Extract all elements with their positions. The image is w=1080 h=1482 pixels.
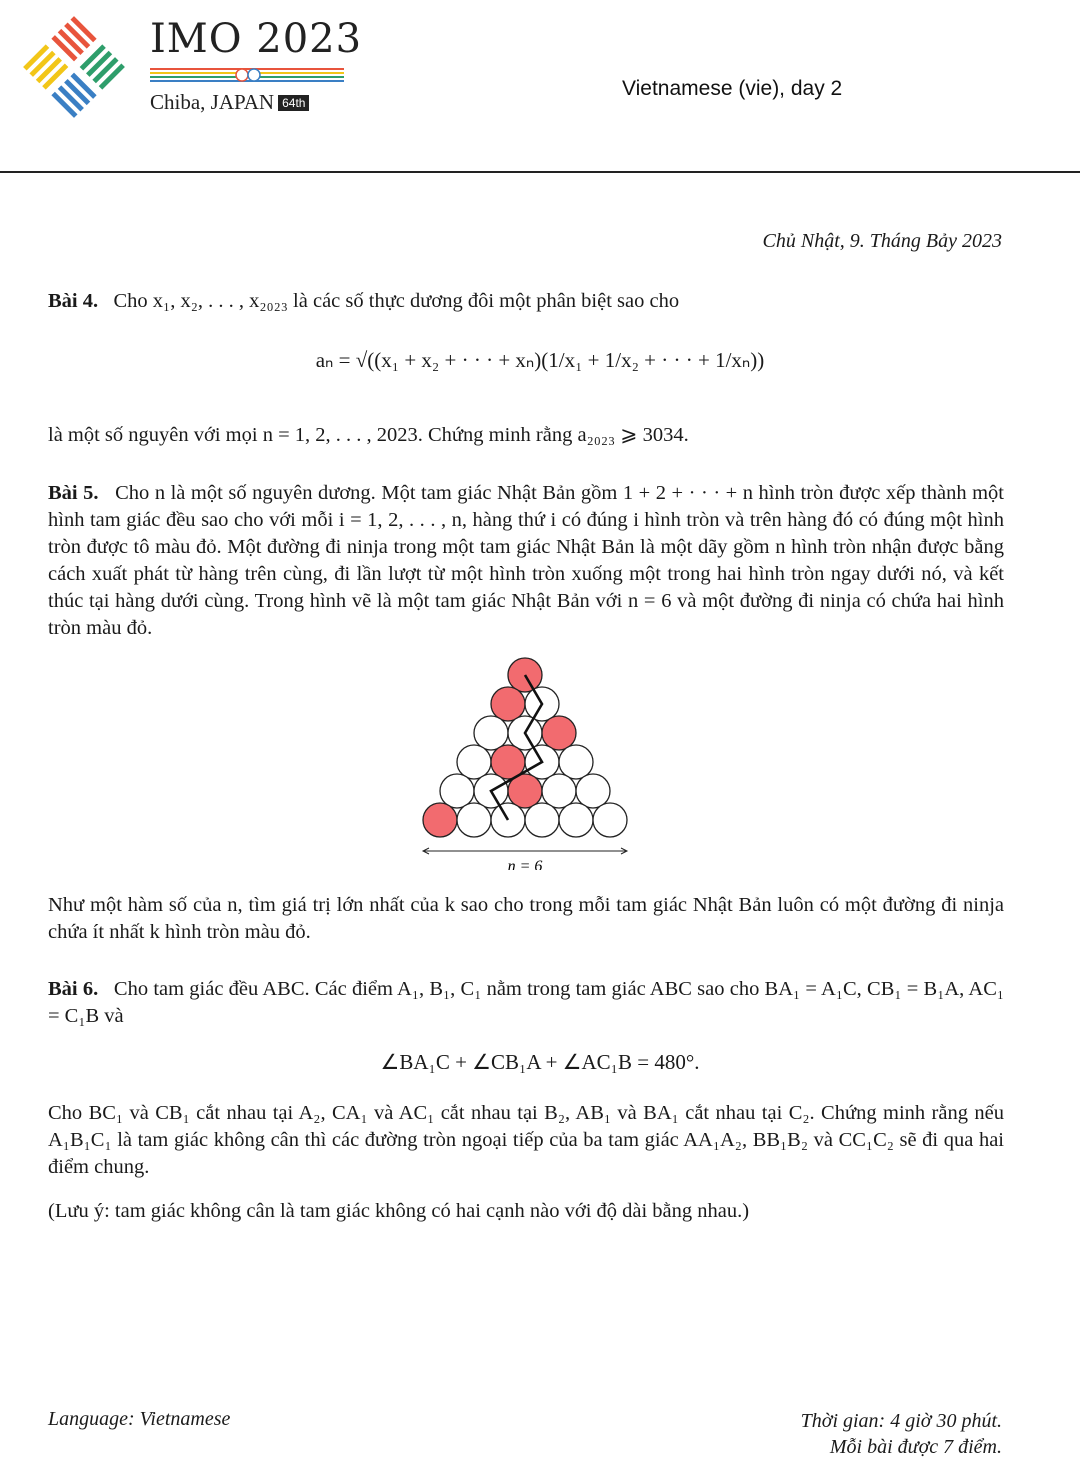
exam-date: Chủ Nhật, 9. Tháng Bảy 2023 bbox=[762, 230, 1002, 252]
white-circle bbox=[593, 803, 627, 837]
logo-city bbox=[150, 90, 309, 115]
japanese-triangle-figure bbox=[420, 655, 630, 870]
problem-6-intro bbox=[48, 976, 1004, 1030]
edition-badge: 64th bbox=[278, 95, 309, 111]
problem-5-body bbox=[48, 480, 1004, 642]
logo-ribbon-icon bbox=[150, 66, 344, 84]
language-day: Vietnamese (vie), day 2 bbox=[622, 77, 843, 100]
problem-6-equation: ∠BA₁C + ∠CB₁A + ∠AC₁B = 480°. bbox=[380, 1050, 700, 1074]
white-circle bbox=[457, 803, 491, 837]
city-text: Chiba, JAPAN bbox=[150, 90, 275, 114]
red-circle bbox=[491, 687, 525, 721]
problem-4-text1: Cho x₁, x₂, . . . , x₂₀₂₃ là các số thực dương đôi một phân biệt sao cho bbox=[113, 290, 680, 312]
problem-6-note: (Lưu ý: tam giác không cân là tam giác không có hai cạnh nào với độ dài bằng nhau.) bbox=[48, 1200, 750, 1222]
page-header bbox=[0, 0, 1080, 172]
white-circle bbox=[559, 745, 593, 779]
red-circle bbox=[423, 803, 457, 837]
footer-language: Language: Vietnamese bbox=[48, 1408, 231, 1430]
imo-logo-icon bbox=[14, 10, 134, 125]
footer-time: Thời gian: 4 giờ 30 phút. bbox=[800, 1410, 1002, 1432]
logo-title: IMO 2023 bbox=[150, 16, 363, 62]
problem-6-text1: Cho tam giác đều ABC. Các điểm A₁, B₁, C₁ nằm trong tam giác ABC sao cho BA₁ = A₁C, CB₁ = B₁A, AC₁ = C₁B và bbox=[48, 978, 1005, 1027]
white-circle bbox=[440, 774, 474, 808]
problem-5-text: Cho n là một số nguyên dương. Một tam giác Nhật Bản gồm 1 + 2 + · · · + n hình tròn được xếp thành một hình tam giác đều sao cho với mỗi i = 1, 2, . . . , n, hàng thứ i có đúng i hình tròn và trên hàng đó có đúng một hình tròn được tô màu đỏ. Một đường đi ninja trong một tam giác Nhật Bản là một dãy gồm n hình tròn nhận được bằng cách xuất phát từ hàng trên cùng, đi lần lượt từ một hình tròn xuống một trong hai hình tròn ngay dưới nó, và kết thúc tại hàng dưới cùng. Trong hình vẽ là một tam giác Nhật Bản với n = 6 và một đường đi ninja có chứa hai hình tròn màu đỏ. bbox=[48, 482, 1005, 639]
footer-points: Mỗi bài được 7 điểm. bbox=[829, 1436, 1002, 1458]
figure-label: n = 6 bbox=[507, 858, 543, 870]
problem-4-label: Bài 4. bbox=[48, 290, 99, 312]
red-circle bbox=[542, 716, 576, 750]
footer-info bbox=[801, 1408, 1002, 1460]
problem-6-label: Bài 6. bbox=[48, 978, 99, 1000]
white-circle bbox=[542, 774, 576, 808]
white-circle bbox=[559, 803, 593, 837]
white-circle bbox=[474, 716, 508, 750]
problem-5-label: Bài 5. bbox=[48, 482, 99, 504]
white-circle bbox=[457, 745, 491, 779]
white-circle bbox=[525, 803, 559, 837]
problem-4-intro bbox=[48, 288, 1004, 315]
header-divider bbox=[0, 171, 1080, 173]
problem-4-equation: aₙ = √((x₁ + x₂ + · · · + xₙ)(1/x₁ + 1/x₂ + · · · + 1/xₙ)) bbox=[315, 348, 765, 372]
problem-5-question: Như một hàm số của n, tìm giá trị lớn nhất của k sao cho trong mỗi tam giác Nhật Bản luôn có một đường đi ninja chứa ít nhất k hình tròn màu đỏ. bbox=[48, 894, 1004, 943]
white-circle bbox=[576, 774, 610, 808]
problem-4-text2: là một số nguyên với mọi n = 1, 2, . . . , 2023. Chứng minh rằng a₂₀₂₃ ⩾ 3034. bbox=[48, 424, 689, 446]
problem-6-text2: Cho BC₁ và CB₁ cắt nhau tại A₂, CA₁ và AC₁ cắt nhau tại B₂, AB₁ và BA₁ cắt nhau tại C₂. Chứng minh rằng nếu A₁B₁C₁ là tam giác không cân thì các đường tròn ngoại tiếp của ba tam giác AA₁A₂, BB₁B₂ và CC₁C₂ sẽ đi qua hai điểm chung. bbox=[48, 1102, 1004, 1178]
